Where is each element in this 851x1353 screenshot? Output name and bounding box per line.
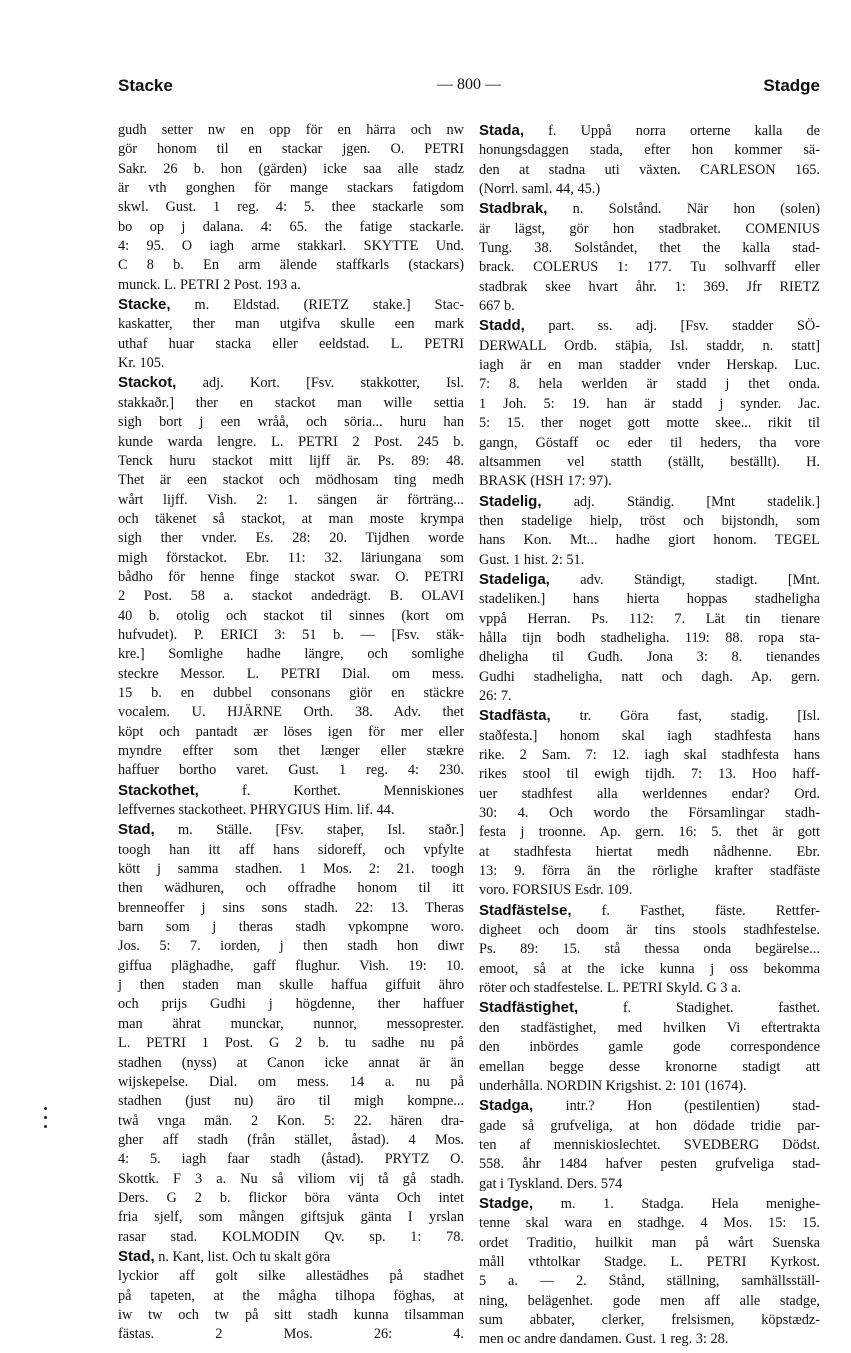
header-left-guideword: Stacke xyxy=(118,76,173,95)
text-line: j then staden man skulle haffua giffuit ähro xyxy=(118,977,464,994)
text-line: Stadd, part. ss. adj. [Fsv. stadder SÖ- xyxy=(479,317,820,335)
text-line: Ders. G 2 b. flickor böra vänta Och intet xyxy=(118,1189,464,1206)
text-line: digheet och doom är tins stools stadhfestelse. xyxy=(479,922,820,939)
text-line: rikes stool til ewigh tijdh. 7: 13. Hoo haff- xyxy=(479,766,820,783)
entry-headword: Stadbrak, xyxy=(479,200,548,218)
margin-marks xyxy=(44,1107,48,1131)
text-line: brack. COLERUS 1: 177. Tu solhvarff eller xyxy=(479,259,820,276)
text-line: man ährat munckar, nunnor, messoprester. xyxy=(118,1015,464,1032)
text-line: underhålla. NORDIN Krigshist. 2: 101 (1674). xyxy=(479,1077,747,1094)
text-line: munck. L. PETRI 2 Post. 193 a. xyxy=(118,276,301,293)
text-line: Kr. 105. xyxy=(118,355,165,372)
text-line: stakkaðr.] ther en stackot man wille settia xyxy=(118,394,464,411)
text-line: kaskatter, ther man utgifva skulle een mark xyxy=(118,316,464,333)
text-line: Stadeliga, adv. Ständigt, stadigt. [Mnt. xyxy=(479,570,820,588)
text-line: 13: 9. förra än the rörlighe krafter stadfäste xyxy=(479,863,820,880)
entry-headword: Stadfästighet, xyxy=(479,999,579,1017)
text-line: gade så grufveliga, at hon dödade tridie par- xyxy=(479,1117,820,1134)
text-line: uer stadhfest alla werldennes endar? Ord. xyxy=(479,785,820,802)
text-line: gudh setter nw en opp för en härra och nw xyxy=(118,122,464,138)
entry-headword: Stadelig, xyxy=(479,492,542,510)
text-line: köpt och pantadt ær löses igen för mer eller xyxy=(118,723,464,740)
text-line: L. PETRI 1 Post. G 2 b. tu sadhe nu på xyxy=(118,1035,464,1052)
text-line: 4: 95. O iagh arme stakkarl. SKYTTE Und. xyxy=(118,238,464,255)
text-line: 15 b. en dubbel consonans giör en stäckre xyxy=(118,684,464,701)
text-line: migh förstackot. Ebr. 11: 32. läriungana som xyxy=(118,549,464,566)
text-line: DERWALL Ordb. stäþia, Isl. staddr, n. statt] xyxy=(479,337,820,354)
text-line: (Norrl. saml. 44, 45.) xyxy=(479,181,601,198)
text-line: Stadfästighet, f. Stadighet. fasthet. xyxy=(479,999,820,1017)
text-line: Tenck huru stackot mitt lijff är. Ps. 89: 48. xyxy=(118,452,464,469)
text-line: Stadga, intr.? Hon (pestilentien) stad- xyxy=(479,1097,820,1115)
text-line: gat i Tyskland. Ders. 574 xyxy=(479,1175,623,1192)
text-line: Gudhi stadheligha, natt och dagh. Ap. gern. xyxy=(479,668,820,685)
text-line: BRASK (HSH 17: 97). xyxy=(479,473,612,490)
text-line: gher aff stadh (från stället, åstad). 4 Mos. xyxy=(118,1131,464,1148)
text-line: hans Kon. Mt... hadhe giort honom. TEGEL xyxy=(479,532,820,549)
text-line: kött j samma stadhen. 1 Mos. 2: 21. toogh xyxy=(118,861,464,878)
text-line: iagh är en man stadder vnder Herskap. Luc. xyxy=(479,357,820,374)
text-line: altsammen vel statth (ställt, beställt). H. xyxy=(479,453,820,470)
text-line: rasar stad. KOLMODIN Qv. sp. 1: 78. xyxy=(118,1228,464,1245)
text-line: 26: 7. xyxy=(479,687,512,704)
text-line: sigh bort j een wråå, och söria... huru han xyxy=(118,414,464,431)
header-right-guideword: Stadge xyxy=(763,76,820,95)
entry-headword: Stadd, xyxy=(479,317,525,335)
margin-dot xyxy=(44,1107,47,1110)
text-line: 5 a. — 2. Stånd, ställning, samhällsställ- xyxy=(479,1273,820,1290)
text-line: är lägst, gör hon stadbraket. COMENIUS xyxy=(479,220,820,237)
text-line: gangn, Göstaff oc eder til heders, tha vore xyxy=(479,434,820,451)
entry-headword: Stadfästa, xyxy=(479,707,551,725)
text-line: Gust. 1 hist. 2: 51. xyxy=(479,551,585,568)
text-line: vppå Herran. Ps. 112: 7. Lät tin tienare xyxy=(479,610,820,627)
text-line: Stadelig, adj. Ständig. [Mnt stadelik.] xyxy=(479,492,820,510)
text-line: måll vthtolkar Stadge. L. PETRI Kyrkost. xyxy=(479,1253,820,1270)
page-number: — 800 — xyxy=(437,76,501,93)
text-line: skwl. Gust. 1 reg. 4: 5. thee stackarle som xyxy=(118,199,464,216)
entry-headword: Stacke, xyxy=(118,296,171,314)
text-line: iw tw och tw på sitt stadh kunna tilsamman xyxy=(118,1306,464,1323)
text-line: den stadfästighet, med hvilken Vi eftertrakta xyxy=(479,1019,820,1036)
text-line: brenneoffer j sins sons stadh. 22: 13. Theras xyxy=(118,899,464,916)
text-line: Stadbrak, n. Solstånd. När hon (solen) xyxy=(479,200,820,218)
text-line: 7: 8. hela werlden är stadd j thet onda. xyxy=(479,376,820,393)
text-line: 30: 4. Och wordo the Församlingar stadh- xyxy=(479,805,820,822)
text-line: Stadfästa, tr. Göra fast, stadig. [Isl. xyxy=(479,707,820,725)
text-line: Ps. 89: 15. stå thessa onda begärelse... xyxy=(479,941,820,958)
text-line: 5: 15. ther noget gott motte skee... rikit til xyxy=(479,415,820,432)
text-line: Skottk. F 3 a. Nu så viliom vij tå gå stadh. xyxy=(118,1170,464,1187)
text-line: dheligha til Gudh. Jona 3: 8. tienandes xyxy=(479,649,820,666)
text-line: leffvernes stackotheet. PHRYGIUS Him. lif. 44. xyxy=(118,802,395,819)
text-line: staðfesta.] honom skal iagh stadhfesta hans xyxy=(479,727,820,744)
text-line: honungsdaggen stada, efter hon kommer sä- xyxy=(479,142,820,159)
text-line: på tapeten, at the mågha tilhopa föghas, at xyxy=(118,1287,464,1304)
text-line: C 8 b. En arm älende staffkarls (stackars) xyxy=(118,257,464,274)
text-line: Stacke, m. Eldstad. (RIETZ stake.] Stac- xyxy=(118,296,464,314)
margin-dot xyxy=(44,1125,47,1128)
text-line: festa j troonne. Ap. gern. 16: 5. thet är gott xyxy=(479,824,820,841)
text-line: myndre effter som thet længer eller stækre xyxy=(118,743,464,759)
text-line: Stadge, m. 1. Stadga. Hela menighe- xyxy=(479,1194,820,1212)
text-line: Tung. 38. Solståndet, thet the kalla stad- xyxy=(479,240,820,257)
text-line: haffuer bortho varet. Gust. 1 reg. 4: 230. xyxy=(118,762,464,779)
text-line: uthaf huar stacka eller eeldstad. L. PETRI xyxy=(118,335,464,352)
text-line: at stadhfesta hiertat medh nådhenne. Ebr. xyxy=(479,843,820,860)
text-line: twå vnga män. 2 Kon. 5: 22. hären dra- xyxy=(118,1112,464,1129)
text-line: voro. FORSIUS Esdr. 109. xyxy=(479,882,633,899)
text-line: 2 Post. 58 a. stackot andedrägt. B. OLAVI xyxy=(118,588,464,605)
text-line: Stad, m. Ställe. [Fsv. staþer, Isl. staðr.] xyxy=(118,821,464,839)
text-line: kre.] Somlighe hadhe längre, och somlighe xyxy=(118,646,464,663)
text-line: 4: 5. iagh faar stadh (åstad). PRYTZ O. xyxy=(118,1151,464,1168)
entry-headword: Stadeliga, xyxy=(479,570,550,588)
text-line: stadeliken.] hans hierta hoppas stadheligha xyxy=(479,591,820,608)
text-line: rike. 2 Sam. 7: 12. iagh skal stadhfesta hans xyxy=(479,747,820,763)
text-line: Stackothet, f. Korthet. Menniskiones xyxy=(118,781,464,799)
entry-headword: Stad, xyxy=(118,821,155,839)
text-line: Thet är een stackot och mödhosam ting medh xyxy=(118,472,464,489)
text-line: tenne skal wara en stadhge. 4 Mos. 15: 15. xyxy=(479,1215,820,1232)
text-line: Stadfästelse, f. Fasthet, fäste. Rettfer- xyxy=(479,901,820,919)
text-line: hufvudet). P. ERICI 3: 51 b. — [Fsv. stäk- xyxy=(118,626,464,643)
entry-headword: Stackot, xyxy=(118,374,177,392)
text-line: vocalem. U. HJÄRNE Orth. 38. Adv. thet xyxy=(118,704,464,721)
text-line: Jos. 5: 7. iorden, j then stadh hon diwr xyxy=(118,938,464,955)
text-line: ning, belägenhet. gode men aff alle stadge, xyxy=(479,1292,820,1309)
text-line: stadhen (just nu) äro til migh kompne... xyxy=(118,1093,464,1110)
text-line: röter och stadfestelse. L. PETRI Skyld. G 3 a. xyxy=(479,980,742,997)
text-line: kunde warda lengre. L. PETRI 2 Post. 245 b. xyxy=(118,433,464,450)
text-line: den at stadna uti växten. CARLESON 165. xyxy=(479,161,820,178)
text-line: giffua pläghadhe, gaff flughur. Vish. 19: 10. xyxy=(118,957,464,974)
text-line: then wädhuren, och offradhe honom til itt xyxy=(118,880,464,897)
text-line: Stada, f. Uppå norra orterne kalla de xyxy=(479,122,820,139)
text-line: stadbrak skee hvart åhr. 1: 369. Jfr RIETZ xyxy=(479,278,820,295)
text-line: och prijs Gudhi j högdenne, ther haffuer xyxy=(118,996,464,1013)
text-line: ordet Traditio, huilkit man på wårt Suenska xyxy=(479,1234,820,1251)
text-line: 667 b. xyxy=(479,298,515,315)
text-line: then stadelige hielp, tröst och bijstondh, som xyxy=(479,512,820,529)
entry-headword: Stackothet, xyxy=(118,781,199,799)
text-line: fästas. 2 Mos. 26: 4. xyxy=(118,1326,464,1343)
text-line: hålla tijn bodh stadheligha. 119: 88. ropa sta- xyxy=(479,629,820,646)
right-column xyxy=(479,121,820,1350)
running-header xyxy=(118,76,820,100)
text-line: lyckior aff golt silke allestädhes på stadhet xyxy=(118,1268,464,1285)
text-line: den inbördes gamle gode correspondence xyxy=(479,1039,820,1056)
text-line: emoot, så at the icke kunna j oss bekomma xyxy=(479,960,820,977)
text-line: Stad, n. Kant, list. Och tu skalt göra xyxy=(118,1247,331,1265)
entry-headword: Stada, xyxy=(479,122,525,139)
text-line: wijskepelse. Dial. om mess. 14 a. nu på xyxy=(118,1073,464,1090)
entry-headword: Stadga, xyxy=(479,1097,534,1115)
entry-headword: Stadge, xyxy=(479,1194,534,1212)
text-line: Sakr. 26 b. hon (gärden) icke saa alle stadz xyxy=(118,160,464,177)
text-line: sum abbater, clerker, frelsismen, köpstædz- xyxy=(479,1311,820,1328)
text-line: toogh han itt aff hans sidoreff, och vpfylte xyxy=(118,841,464,858)
text-line: 1 Joh. 5: 19. han är stadd j synder. Jac. xyxy=(479,395,820,412)
text-line: Stackot, adj. Kort. [Fsv. stakkotter, Isl. xyxy=(118,374,464,392)
text-line: emellan begge desse kronorne stadigt att xyxy=(479,1058,820,1075)
entry-headword: Stadfästelse, xyxy=(479,901,572,919)
text-line: och täkenet så stackot, at man moste krympa xyxy=(118,510,464,527)
text-line: gör honom til en stackar jgen. O. PETRI xyxy=(118,141,464,158)
text-line: men oc andre dandamen. Gust. 1 reg. 3: 28. xyxy=(479,1331,729,1348)
left-column xyxy=(118,121,464,1345)
text-line: bo op j dalana. 4: 65. the fatige stackarle. xyxy=(118,218,464,235)
text-line: stadhen (nyss) at Canon icke annat är än xyxy=(118,1054,464,1071)
entry-headword: Stad, xyxy=(118,1247,155,1265)
margin-dot xyxy=(44,1116,47,1119)
text-line: bådho för henne finge stackot swar. O. PETRI xyxy=(118,568,464,585)
text-line: wårt lijff. Vish. 2: 1. sängen är förträng... xyxy=(118,491,464,508)
text-line: 40 b. otolig och stackot til sinnes (kort om xyxy=(118,607,464,624)
text-line: 558. åhr 1484 hafver pesten grufveliga stad- xyxy=(479,1156,820,1173)
text-line: sigh ther vnder. Es. 28: 20. Tijdhen worde xyxy=(118,530,464,547)
text-line: fria sjelf, som mången giftsjuk gänta I yrslan xyxy=(118,1209,464,1226)
text-line: ten af menniskioslechtet. SVEDBERG Dödst. xyxy=(479,1136,820,1153)
text-line: är vth gonghen för mange stackars fatigdom xyxy=(118,180,464,197)
text-line: barn som j theras stadh vpkompne woro. xyxy=(118,919,464,936)
text-line: steckre Messor. L. PETRI Dial. om mess. xyxy=(118,665,464,682)
